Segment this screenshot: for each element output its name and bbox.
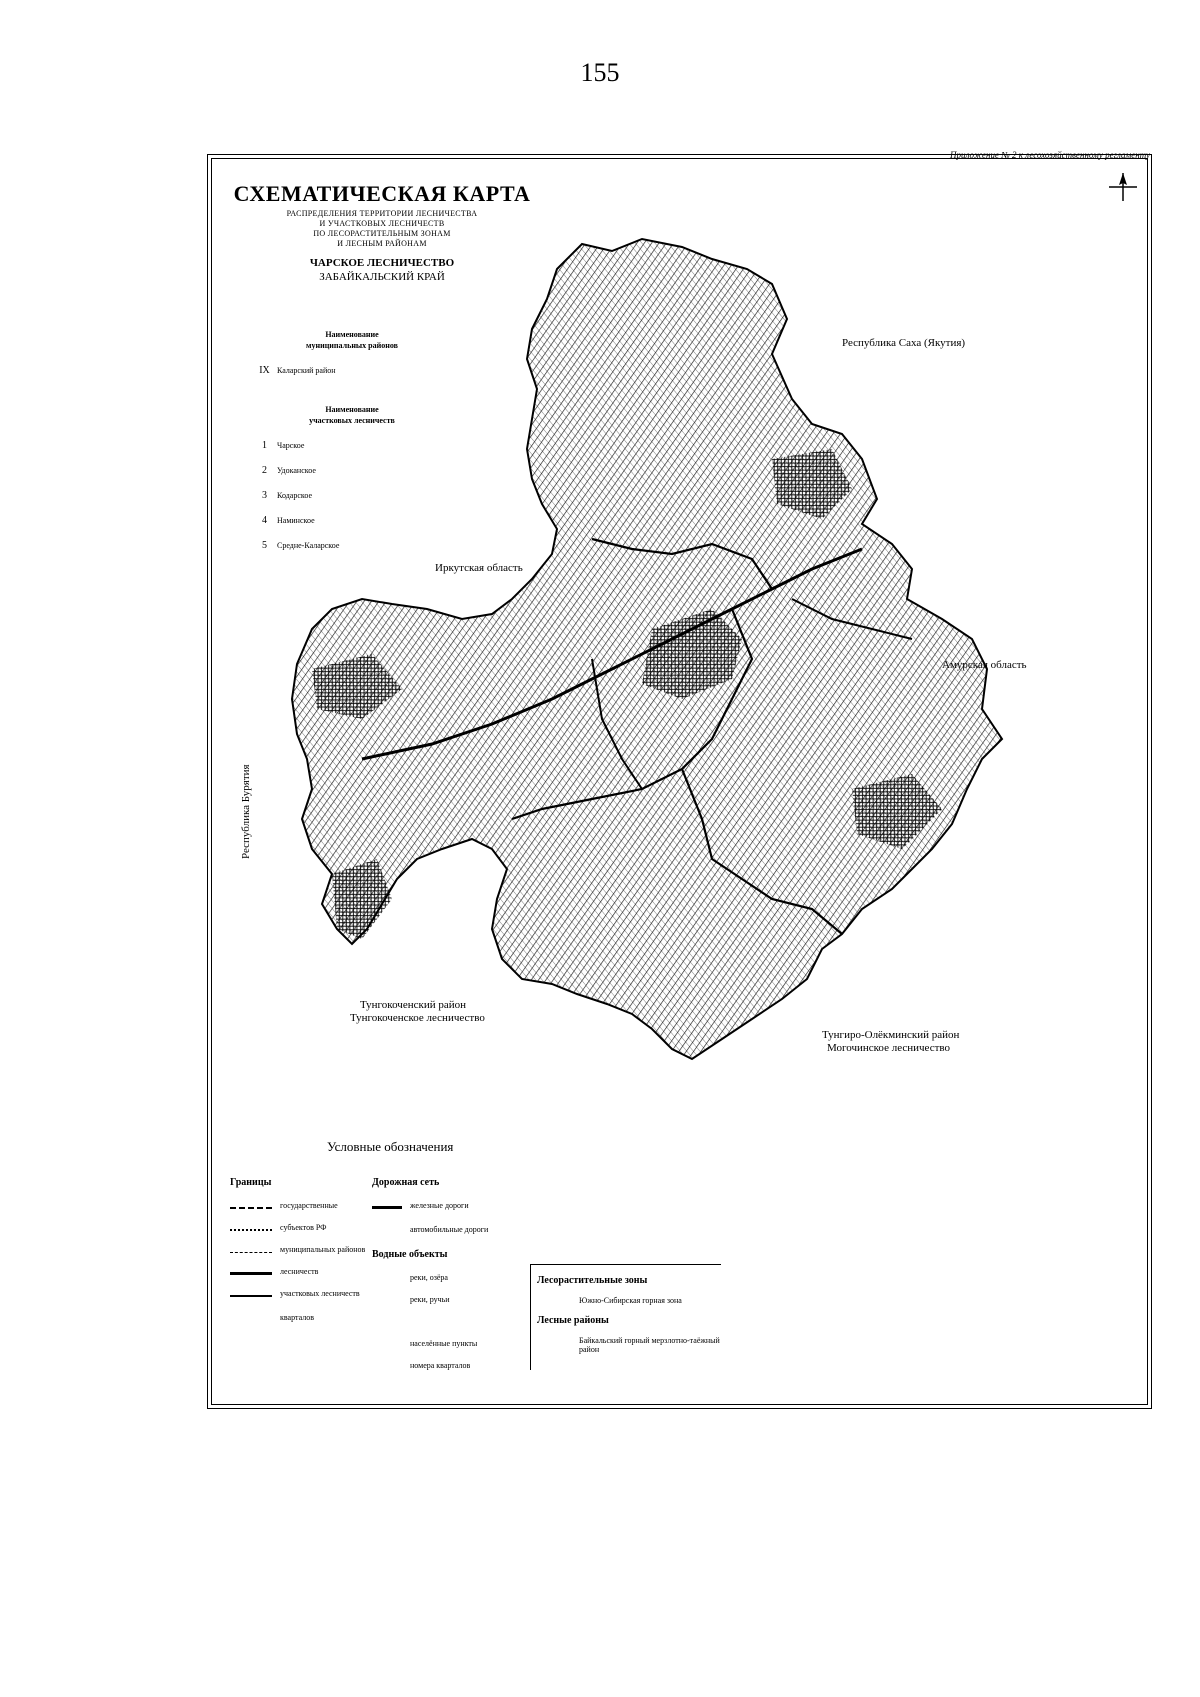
legend-border-label: участковых лесничеств <box>280 1289 360 1298</box>
municipal-num: IX <box>259 365 270 376</box>
zones-box <box>530 1264 721 1370</box>
region-name: ЗАБАЙКАЛЬСКИЙ КРАЙ <box>319 271 445 283</box>
legend-water-label: номера кварталов <box>410 1361 471 1370</box>
legend-road-item <box>410 1225 488 1234</box>
page-number: 155 <box>580 58 620 87</box>
municipal-header-line: Наименование <box>325 330 379 339</box>
forest-regions-header: Лесные районы <box>537 1315 609 1326</box>
municipal-item <box>252 365 452 376</box>
legend-border-label: государственные <box>280 1201 338 1210</box>
legend-water-item <box>410 1339 477 1348</box>
subforestry-header-line: Наименование <box>325 405 379 414</box>
legend-water-item <box>410 1295 450 1304</box>
subtitle-line: И УЧАСТКОВЫХ ЛЕСНИЧЕСТВ <box>319 219 445 228</box>
subforestry-item <box>252 490 452 501</box>
legend-water-label: населённые пункты <box>410 1339 478 1348</box>
subforestry-label: Средне-Каларское <box>277 541 340 550</box>
subforestry-num: 3 <box>262 490 267 501</box>
municipal-label: Каларский район <box>277 366 336 375</box>
legend-border-item <box>230 1223 326 1232</box>
legend-road-label: автомобильные дороги <box>410 1225 489 1234</box>
legend-water-header: Водные объекты <box>372 1249 448 1260</box>
map-frame <box>207 154 1152 1409</box>
subforestry-num: 2 <box>262 465 267 476</box>
line-sample-icon <box>230 1202 272 1209</box>
municipal-header <box>252 329 452 351</box>
map-title: СХЕМАТИЧЕСКАЯ КАРТА <box>233 181 531 206</box>
subforestry-label: Наминское <box>277 516 315 525</box>
label-amur: Амурская область <box>942 659 1027 671</box>
label-tungiro-district: Тунгиро-Олёкминский район <box>822 1029 960 1041</box>
legend-border-label: муниципальных районов <box>280 1245 366 1254</box>
legend-water-item <box>410 1273 448 1282</box>
legend-road-item <box>372 1201 469 1210</box>
legend-border-label: лесничеств <box>280 1267 319 1276</box>
legend-water-label: реки, озёра <box>410 1273 448 1282</box>
subforestry-label: Удоканское <box>277 466 316 475</box>
subtitle-line: И ЛЕСНЫМ РАЙОНАМ <box>337 239 427 248</box>
legend-border-label: кварталов <box>280 1313 314 1322</box>
subforestry-item <box>252 515 452 526</box>
legend-border-item <box>230 1245 365 1254</box>
forestry-name: ЧАРСКОЕ ЛЕСНИЧЕСТВО <box>309 257 455 269</box>
map-frame-inner <box>211 158 1148 1405</box>
legend-title: Условные обозначения <box>327 1139 454 1154</box>
north-arrow-icon <box>1107 171 1139 208</box>
label-tungokochen-forestry: Тунгокоченское лесничество <box>350 1012 485 1024</box>
legend-borders-header: Границы <box>230 1177 272 1188</box>
legend-water-item <box>410 1361 470 1370</box>
appendix-note: Приложение № 2 к лесохозяйственному регламенту <box>949 150 1150 160</box>
zones-header: Лесорастительные зоны <box>537 1275 648 1286</box>
map-subtitle <box>227 209 537 249</box>
forest-region-item: Байкальский горный мерзлотно-таёжный район <box>579 1336 720 1354</box>
municipal-header-line: муниципальных районов <box>306 341 398 350</box>
legend-border-item <box>280 1313 314 1322</box>
label-sakha: Республика Саха (Якутия) <box>842 337 966 349</box>
subforestry-num: 5 <box>262 540 267 551</box>
line-sample-icon <box>230 1224 272 1231</box>
legend-border-item <box>230 1267 318 1276</box>
legend-roads-header: Дорожная сеть <box>372 1177 440 1188</box>
subforestry-label: Чарское <box>277 441 305 450</box>
label-mogocha-forestry: Могочинское лесничество <box>827 1042 950 1054</box>
line-sample-icon <box>372 1202 402 1209</box>
line-sample-icon <box>230 1290 272 1297</box>
subforestry-header <box>252 404 452 426</box>
subforestry-header-line: участковых лесничеств <box>309 416 395 425</box>
legend-water-label: реки, ручьи <box>410 1295 450 1304</box>
legend <box>212 1129 1155 1399</box>
title-block <box>227 181 537 283</box>
zone-item: Южно-Сибирская горная зона <box>579 1296 682 1305</box>
subforestry-item <box>252 540 452 551</box>
subforestry-num: 1 <box>262 440 267 451</box>
subforestry-item <box>252 440 452 451</box>
subforestry-num: 4 <box>262 515 267 526</box>
subforestry-label: Кодарское <box>277 491 313 500</box>
legend-border-item <box>230 1289 360 1298</box>
subtitle-line: РАСПРЕДЕЛЕНИЯ ТЕРРИТОРИИ ЛЕСНИЧЕСТВА <box>286 209 478 218</box>
line-sample-icon <box>230 1247 272 1253</box>
legend-border-item <box>230 1201 338 1210</box>
legend-road-label: железные дороги <box>410 1201 469 1210</box>
subforestry-item <box>252 465 452 476</box>
legend-border-label: субъектов РФ <box>280 1223 327 1232</box>
label-buryatia: Республика Бурятия <box>240 764 252 859</box>
label-irkutsk: Иркутская область <box>435 562 523 574</box>
subtitle-line: ПО ЛЕСОРАСТИТЕЛЬНЫМ ЗОНАМ <box>313 229 451 238</box>
line-sample-icon <box>230 1268 272 1275</box>
label-tungokochen-district: Тунгокоченский район <box>360 999 467 1011</box>
side-legend <box>252 329 452 551</box>
